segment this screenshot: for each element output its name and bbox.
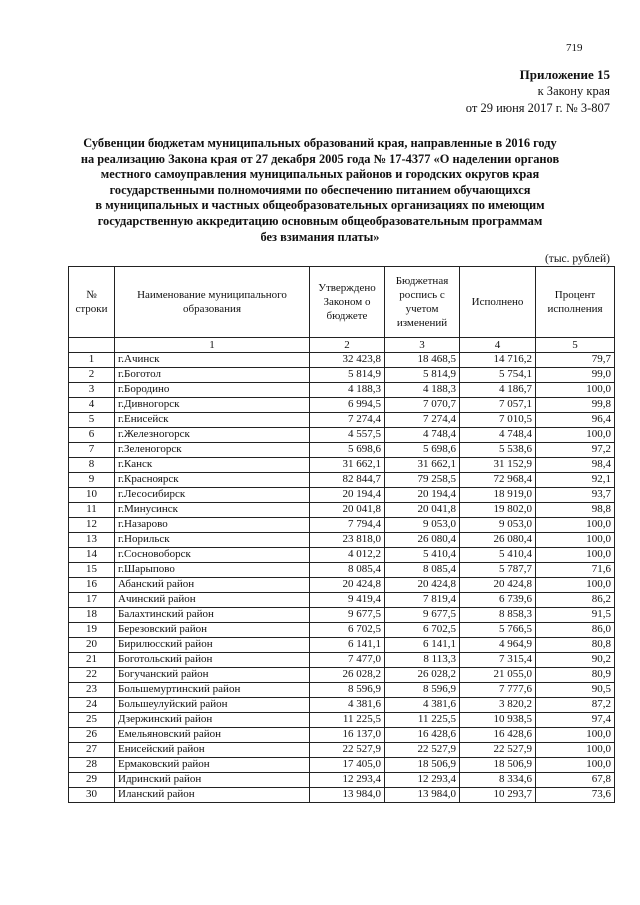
municipality-name: Большеулуйский район [115, 698, 310, 713]
approved-value: 13 984,0 [310, 788, 385, 803]
executed-value: 4 964,9 [460, 638, 536, 653]
table-row [69, 503, 615, 518]
budget-list-value: 79 258,5 [385, 473, 460, 488]
header-row-number: № строки [69, 267, 115, 338]
budget-list-value: 8 596,9 [385, 683, 460, 698]
budget-list-value: 11 225,5 [385, 713, 460, 728]
budget-list-value: 18 506,9 [385, 758, 460, 773]
approved-value: 9 419,4 [310, 593, 385, 608]
table-row [69, 683, 615, 698]
municipality-name: Абанский район [115, 578, 310, 593]
row-number: 22 [69, 668, 115, 683]
row-number: 30 [69, 788, 115, 803]
budget-list-value: 13 984,0 [385, 788, 460, 803]
approved-value: 26 028,2 [310, 668, 385, 683]
column-number: 3 [385, 338, 460, 353]
row-number: 17 [69, 593, 115, 608]
percent-value: 91,5 [536, 608, 615, 623]
budget-list-value: 12 293,4 [385, 773, 460, 788]
municipality-name: г.Енисейск [115, 413, 310, 428]
percent-value: 80,9 [536, 668, 615, 683]
approved-value: 8 085,4 [310, 563, 385, 578]
municipality-name: г.Ачинск [115, 353, 310, 368]
table-row [69, 758, 615, 773]
approved-value: 20 194,4 [310, 488, 385, 503]
approved-value: 4 188,3 [310, 383, 385, 398]
executed-value: 10 938,5 [460, 713, 536, 728]
percent-value: 73,6 [536, 788, 615, 803]
budget-list-value: 20 041,8 [385, 503, 460, 518]
approved-value: 7 477,0 [310, 653, 385, 668]
municipality-name: Большемуртинский район [115, 683, 310, 698]
percent-value: 98,4 [536, 458, 615, 473]
budget-list-value: 16 428,6 [385, 728, 460, 743]
title-line: на реализацию Закона края от 27 декабря 2005 года № 17-4377 «О наделении органов [80, 151, 560, 166]
row-number: 24 [69, 698, 115, 713]
executed-value: 72 968,4 [460, 473, 536, 488]
table-row [69, 458, 615, 473]
column-number: 2 [310, 338, 385, 353]
table-row [69, 383, 615, 398]
budget-list-value: 5 410,4 [385, 548, 460, 563]
percent-value: 90,2 [536, 653, 615, 668]
row-number: 27 [69, 743, 115, 758]
header-percent: Процент исполнения [536, 267, 615, 338]
row-number: 18 [69, 608, 115, 623]
approved-value: 4 381,6 [310, 698, 385, 713]
document-title [60, 136, 580, 245]
budget-list-value: 9 053,0 [385, 518, 460, 533]
appendix-block [466, 66, 610, 117]
approved-value: 6 141,1 [310, 638, 385, 653]
approved-value: 23 818,0 [310, 533, 385, 548]
executed-value: 7 010,5 [460, 413, 536, 428]
title-line: местного самоуправления муниципальных районов и городских округов края [100, 167, 540, 182]
municipality-name: Дзержинский район [115, 713, 310, 728]
executed-value: 4 186,7 [460, 383, 536, 398]
executed-value: 7 057,1 [460, 398, 536, 413]
municipality-name: Иланский район [115, 788, 310, 803]
table-row [69, 398, 615, 413]
table-row [69, 788, 615, 803]
row-number: 15 [69, 563, 115, 578]
executed-value: 21 055,0 [460, 668, 536, 683]
percent-value: 71,6 [536, 563, 615, 578]
header-approved: Утверждено Законом о бюджете [310, 267, 385, 338]
appendix-title: Приложение 15 [519, 67, 610, 82]
approved-value: 8 596,9 [310, 683, 385, 698]
executed-value: 14 716,2 [460, 353, 536, 368]
row-number: 21 [69, 653, 115, 668]
executed-value: 9 053,0 [460, 518, 536, 533]
row-number: 7 [69, 443, 115, 458]
row-number: 9 [69, 473, 115, 488]
title-line: без взимания платы» [260, 229, 380, 244]
row-number: 19 [69, 623, 115, 638]
approved-value: 16 137,0 [310, 728, 385, 743]
row-number: 6 [69, 428, 115, 443]
percent-value: 98,8 [536, 503, 615, 518]
municipality-name: Березовский район [115, 623, 310, 638]
executed-value: 5 787,7 [460, 563, 536, 578]
approved-value: 5 814,9 [310, 368, 385, 383]
percent-value: 79,7 [536, 353, 615, 368]
percent-value: 90,5 [536, 683, 615, 698]
budget-list-value: 8 085,4 [385, 563, 460, 578]
table-row [69, 698, 615, 713]
executed-value: 4 748,4 [460, 428, 536, 443]
executed-value: 19 802,0 [460, 503, 536, 518]
executed-value: 18 919,0 [460, 488, 536, 503]
budget-list-value: 4 748,4 [385, 428, 460, 443]
executed-value: 20 424,8 [460, 578, 536, 593]
approved-value: 17 405,0 [310, 758, 385, 773]
budget-list-value: 26 028,2 [385, 668, 460, 683]
budget-list-value: 26 080,4 [385, 533, 460, 548]
municipality-name: г.Норильск [115, 533, 310, 548]
budget-list-value: 5 698,6 [385, 443, 460, 458]
title-line: государственными полномочиями по обеспечению питанием обучающихся [109, 182, 531, 197]
municipality-name: г.Назарово [115, 518, 310, 533]
title-line: в муниципальных и частных общеобразовательных организациях по имеющим [95, 198, 545, 213]
executed-value: 18 506,9 [460, 758, 536, 773]
table-row [69, 443, 615, 458]
percent-value: 86,0 [536, 623, 615, 638]
table-row [69, 728, 615, 743]
municipality-name: г.Железногорск [115, 428, 310, 443]
table-row [69, 533, 615, 548]
executed-value: 22 527,9 [460, 743, 536, 758]
row-number: 11 [69, 503, 115, 518]
percent-value: 99,8 [536, 398, 615, 413]
municipality-name: г.Красноярск [115, 473, 310, 488]
executed-value: 7 777,6 [460, 683, 536, 698]
municipality-name: г.Лесосибирск [115, 488, 310, 503]
row-number: 2 [69, 368, 115, 383]
municipality-name: Енисейский район [115, 743, 310, 758]
table-body [69, 353, 615, 803]
percent-value: 100,0 [536, 548, 615, 563]
percent-value: 67,8 [536, 773, 615, 788]
executed-value: 8 858,3 [460, 608, 536, 623]
row-number: 5 [69, 413, 115, 428]
budget-list-value: 20 194,4 [385, 488, 460, 503]
table-row [69, 428, 615, 443]
row-number: 13 [69, 533, 115, 548]
percent-value: 100,0 [536, 728, 615, 743]
percent-value: 100,0 [536, 758, 615, 773]
unit-note: (тыс. рублей) [544, 253, 610, 265]
table-row [69, 578, 615, 593]
row-number: 29 [69, 773, 115, 788]
appendix-date: от 29 июня 2017 г. № 3-807 [465, 101, 610, 115]
municipality-name: Идринский район [115, 773, 310, 788]
table-row [69, 548, 615, 563]
percent-value: 100,0 [536, 578, 615, 593]
municipality-name: г.Сосновоборск [115, 548, 310, 563]
table-row [69, 488, 615, 503]
executed-value: 16 428,6 [460, 728, 536, 743]
budget-list-value: 8 113,3 [385, 653, 460, 668]
approved-value: 6 702,5 [310, 623, 385, 638]
executed-value: 31 152,9 [460, 458, 536, 473]
budget-list-value: 7 274,4 [385, 413, 460, 428]
municipality-name: г.Канск [115, 458, 310, 473]
municipality-name: Ермаковский район [115, 758, 310, 773]
approved-value: 11 225,5 [310, 713, 385, 728]
approved-value: 12 293,4 [310, 773, 385, 788]
column-number [69, 338, 115, 353]
row-number: 25 [69, 713, 115, 728]
table-row [69, 608, 615, 623]
budget-list-value: 5 814,9 [385, 368, 460, 383]
executed-value: 10 293,7 [460, 788, 536, 803]
table-row [69, 743, 615, 758]
table-row [69, 713, 615, 728]
table-row [69, 638, 615, 653]
municipality-name: Емельяновский район [115, 728, 310, 743]
approved-value: 20 041,8 [310, 503, 385, 518]
budget-list-value: 31 662,1 [385, 458, 460, 473]
percent-value: 92,1 [536, 473, 615, 488]
column-number: 1 [115, 338, 310, 353]
budget-list-value: 9 677,5 [385, 608, 460, 623]
percent-value: 99,0 [536, 368, 615, 383]
percent-value: 96,4 [536, 413, 615, 428]
row-number: 20 [69, 638, 115, 653]
budget-list-value: 7 819,4 [385, 593, 460, 608]
approved-value: 22 527,9 [310, 743, 385, 758]
executed-value: 5 538,6 [460, 443, 536, 458]
table-row [69, 473, 615, 488]
column-number-row [69, 338, 615, 353]
percent-value: 97,2 [536, 443, 615, 458]
budget-list-value: 22 527,9 [385, 743, 460, 758]
percent-value: 100,0 [536, 383, 615, 398]
approved-value: 5 698,6 [310, 443, 385, 458]
approved-value: 4 012,2 [310, 548, 385, 563]
header-executed: Исполнено [460, 267, 536, 338]
approved-value: 4 557,5 [310, 428, 385, 443]
table-row [69, 653, 615, 668]
table-row [69, 353, 615, 368]
header-row [69, 267, 615, 338]
municipality-name: г.Зеленогорск [115, 443, 310, 458]
percent-value: 87,2 [536, 698, 615, 713]
municipality-name: г.Минусинск [115, 503, 310, 518]
percent-value: 86,2 [536, 593, 615, 608]
municipality-name: Бирилюсский район [115, 638, 310, 653]
municipality-name: г.Бородино [115, 383, 310, 398]
executed-value: 7 315,4 [460, 653, 536, 668]
header-budget-list: Бюджетная роспись с учетом изменений [385, 267, 460, 338]
percent-value: 100,0 [536, 428, 615, 443]
percent-value: 100,0 [536, 518, 615, 533]
row-number: 8 [69, 458, 115, 473]
approved-value: 7 274,4 [310, 413, 385, 428]
percent-value: 97,4 [536, 713, 615, 728]
table-row [69, 668, 615, 683]
row-number: 1 [69, 353, 115, 368]
budget-list-value: 4 381,6 [385, 698, 460, 713]
column-number: 5 [536, 338, 615, 353]
approved-value: 6 994,5 [310, 398, 385, 413]
approved-value: 7 794,4 [310, 518, 385, 533]
approved-value: 82 844,7 [310, 473, 385, 488]
executed-value: 3 820,2 [460, 698, 536, 713]
municipality-name: Богучанский район [115, 668, 310, 683]
row-number: 26 [69, 728, 115, 743]
table-row [69, 368, 615, 383]
municipality-name: Боготольский район [115, 653, 310, 668]
budget-list-value: 6 702,5 [385, 623, 460, 638]
budget-list-value: 4 188,3 [385, 383, 460, 398]
subsidies-table [68, 266, 615, 803]
executed-value: 5 410,4 [460, 548, 536, 563]
budget-list-value: 6 141,1 [385, 638, 460, 653]
executed-value: 8 334,6 [460, 773, 536, 788]
budget-list-value: 18 468,5 [385, 353, 460, 368]
approved-value: 20 424,8 [310, 578, 385, 593]
table-row [69, 413, 615, 428]
municipality-name: г.Боготол [115, 368, 310, 383]
column-number: 4 [460, 338, 536, 353]
table-row [69, 518, 615, 533]
row-number: 12 [69, 518, 115, 533]
executed-value: 6 739,6 [460, 593, 536, 608]
table-row [69, 593, 615, 608]
row-number: 3 [69, 383, 115, 398]
percent-value: 80,8 [536, 638, 615, 653]
table-row [69, 563, 615, 578]
row-number: 16 [69, 578, 115, 593]
percent-value: 100,0 [536, 743, 615, 758]
municipality-name: Ачинский район [115, 593, 310, 608]
budget-list-value: 7 070,7 [385, 398, 460, 413]
table-row [69, 623, 615, 638]
appendix-law-ref: к Закону края [537, 84, 610, 98]
title-line: государственную аккредитацию основным общеобразовательным программам [97, 213, 543, 228]
page-number: 719 [566, 42, 583, 54]
approved-value: 32 423,8 [310, 353, 385, 368]
row-number: 14 [69, 548, 115, 563]
municipality-name: г.Дивногорск [115, 398, 310, 413]
table-row [69, 773, 615, 788]
executed-value: 5 754,1 [460, 368, 536, 383]
executed-value: 26 080,4 [460, 533, 536, 548]
budget-list-value: 20 424,8 [385, 578, 460, 593]
executed-value: 5 766,5 [460, 623, 536, 638]
percent-value: 93,7 [536, 488, 615, 503]
approved-value: 31 662,1 [310, 458, 385, 473]
municipality-name: Балахтинский район [115, 608, 310, 623]
row-number: 23 [69, 683, 115, 698]
title-line: Субвенции бюджетам муниципальных образований края, направленные в 2016 году [83, 136, 557, 150]
row-number: 4 [69, 398, 115, 413]
approved-value: 9 677,5 [310, 608, 385, 623]
row-number: 10 [69, 488, 115, 503]
municipality-name: г.Шарыпово [115, 563, 310, 578]
row-number: 28 [69, 758, 115, 773]
percent-value: 100,0 [536, 533, 615, 548]
header-municipality: Наименование муниципального образования [115, 267, 310, 338]
